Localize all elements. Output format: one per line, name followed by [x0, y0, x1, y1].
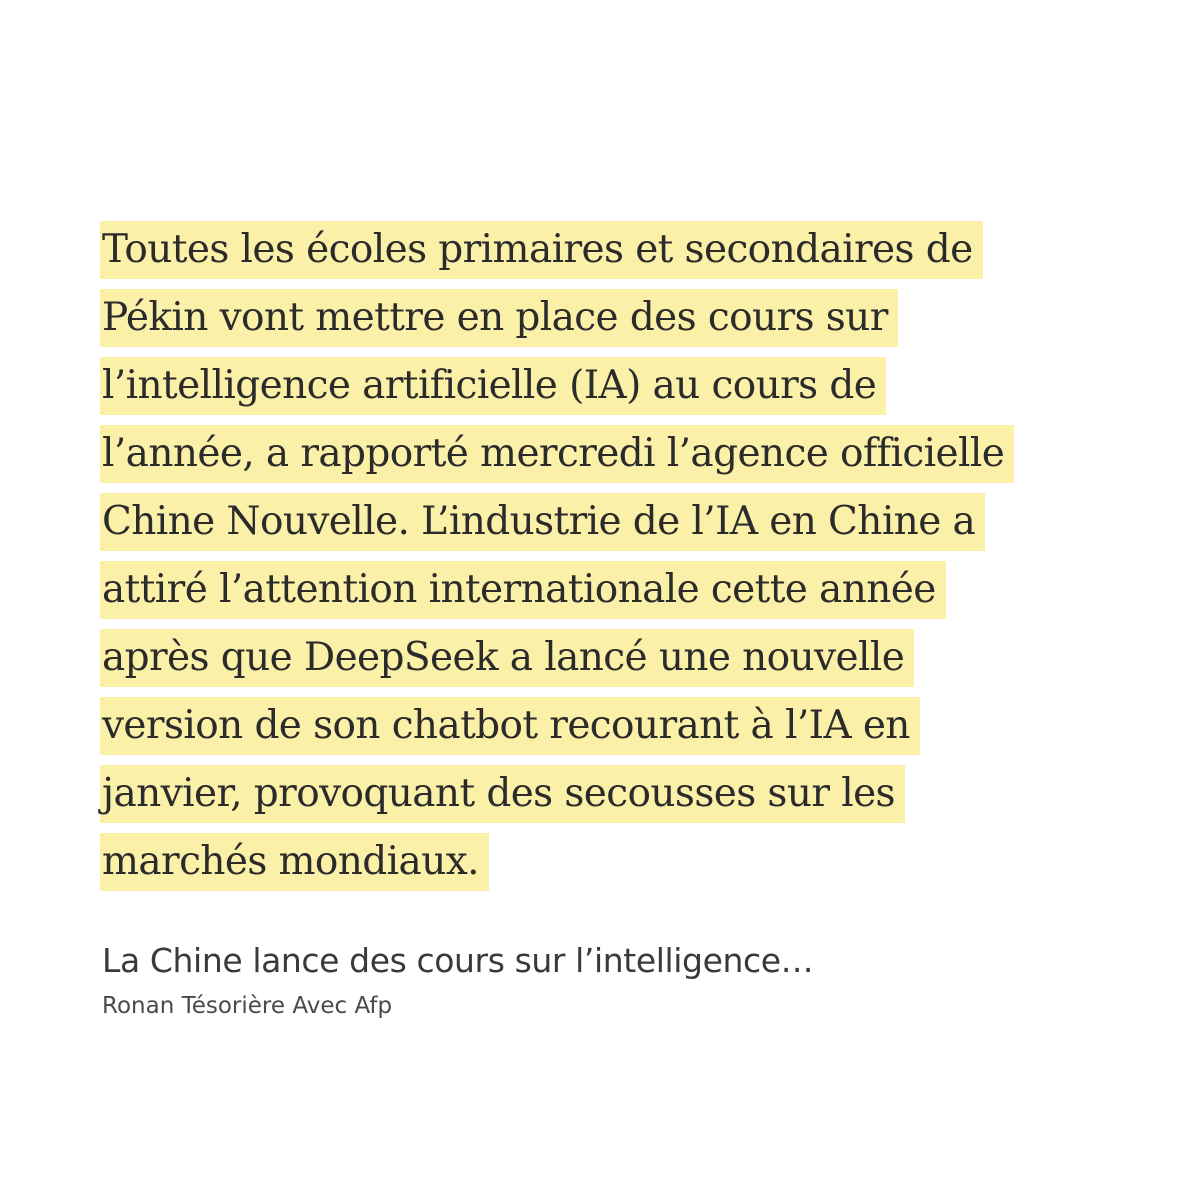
quote-line-text: Toutes les écoles primaires et secondaires de — [100, 221, 983, 279]
quote-line — [100, 357, 1100, 425]
quote-line — [100, 629, 1100, 697]
quote-line — [100, 493, 1100, 561]
quote-line-text: version de son chatbot recourant à l’IA en — [100, 697, 920, 755]
quote-line-text: l’année, a rapporté mercredi l’agence officielle — [100, 425, 1014, 483]
article-author: Ronan Tésorière Avec Afp — [102, 993, 393, 1019]
quote-line-text: attiré l’attention internationale cette année — [100, 561, 946, 619]
quote-line-text: Chine Nouvelle. L’industrie de l’IA en Chine a — [100, 493, 985, 551]
quote-line — [100, 425, 1100, 493]
quote-line — [100, 765, 1100, 833]
quote-line-text: janvier, provoquant des secousses sur les — [100, 765, 905, 823]
quote-line — [100, 221, 1100, 289]
quote-line-text: l’intelligence artificielle (IA) au cours de — [100, 357, 886, 415]
quote-line — [100, 833, 1100, 901]
quote-line-text: après que DeepSeek a lancé une nouvelle — [100, 629, 914, 687]
article-caption[interactable] — [102, 938, 1102, 1022]
quote-line — [100, 697, 1100, 765]
quote-line-text: Pékin vont mettre en place des cours sur — [100, 289, 898, 347]
article-title[interactable]: La Chine lance des cours sur l’intelligence… — [102, 941, 814, 980]
quote-line-text: marchés mondiaux. — [100, 833, 489, 891]
quote-line — [100, 289, 1100, 357]
quote-line — [100, 561, 1100, 629]
highlighted-quote — [100, 221, 1100, 901]
